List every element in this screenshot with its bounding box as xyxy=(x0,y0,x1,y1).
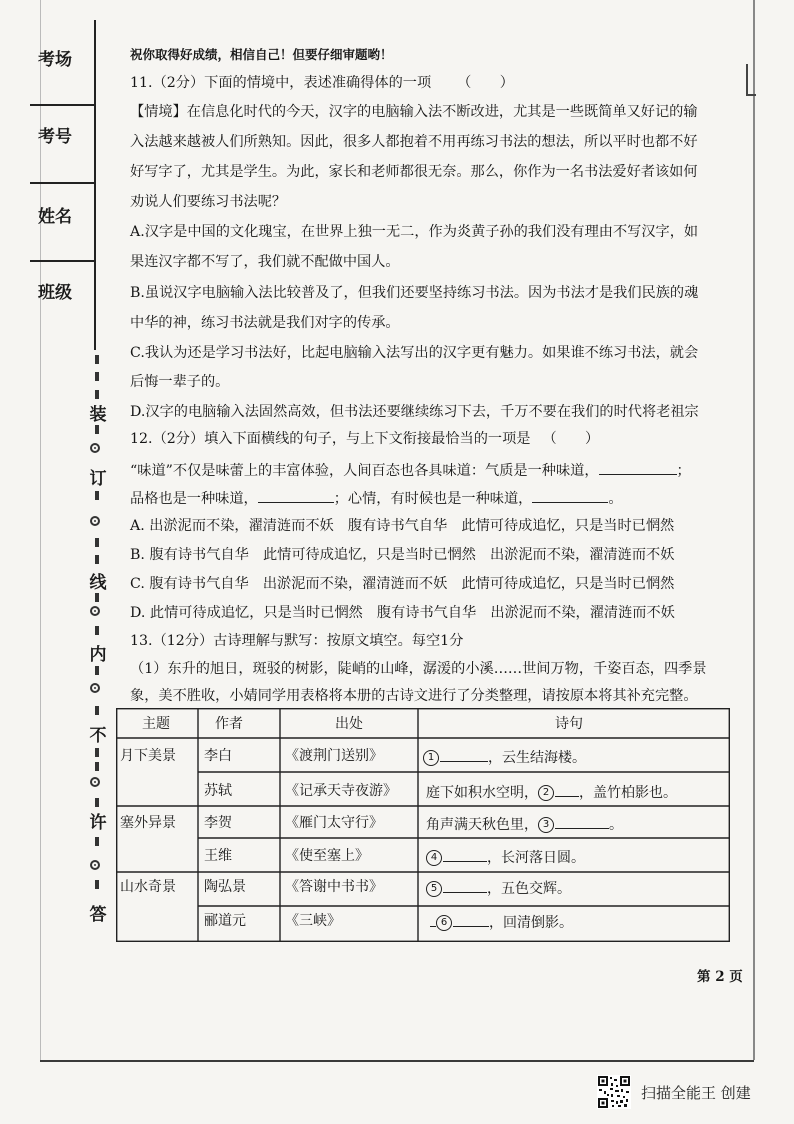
q13-sub1-line-1: （1）东升的旭日，斑驳的树影，陡峭的山峰，潺湲的小溪……世间万物，千姿百态，四季景 xyxy=(130,661,707,677)
table-row-source: 《三峡》 xyxy=(285,913,341,929)
blank-number-badge: 3 xyxy=(538,817,554,833)
verse-before-text: 角声满天秋色里， xyxy=(426,817,538,833)
binding-dash xyxy=(95,538,99,547)
label-exam-room: 考场 xyxy=(38,50,72,70)
table-theme-frontier: 塞外异景 xyxy=(120,815,176,831)
page-bottom-edge xyxy=(40,1060,754,1062)
verse-after-text: ，云生结海楼。 xyxy=(488,750,586,766)
right-margin-mark-tick xyxy=(746,94,756,96)
q11-answer-paren: （ ） xyxy=(457,75,514,91)
q12-text-line-1 xyxy=(130,460,691,480)
q11-stem: 11.（2分）下面的情境中，表述准确得体的一项 xyxy=(130,75,432,91)
page-number: 第 2 页 xyxy=(697,969,743,985)
blank-number-badge: 4 xyxy=(426,850,442,866)
q11-option-a-line-2: 果连汉字都不写了，我们就不配做中国人。 xyxy=(130,254,400,270)
q13-stem: 13.（12分）古诗理解与默写：按原文填空。每空1分 xyxy=(130,633,464,649)
binding-dash xyxy=(95,626,99,635)
binding-dash xyxy=(95,491,99,500)
binding-dash xyxy=(95,748,99,757)
verse-after-text: ，回清倒影。 xyxy=(489,915,573,931)
binding-char-zhuang: 装 xyxy=(89,405,107,425)
blank-number-badge: 6 xyxy=(436,915,452,931)
verse-after-text: ，五色交辉。 xyxy=(487,881,571,897)
q11-context-line-3: 好写字了，尤其是学生。为此，家长和老师都很无奈。那么，你作为一名书法爱好者该如何 xyxy=(130,164,698,180)
binding-line xyxy=(80,350,114,950)
table-row-verse xyxy=(426,847,585,867)
binding-char-ding: 订 xyxy=(89,469,107,489)
binding-char-xu: 许 xyxy=(89,813,107,833)
q11-context-text: 在信息化时代的今天，汉字的电脑输入法不断改进，尤其是一些既简单又好记的输 xyxy=(186,104,698,120)
binding-dash xyxy=(95,355,99,364)
q11-option-c-line-1: C.我认为还是学习书法好，比起电脑输入法写出的汉字更有魅力。如果谁不练习书法，就会 xyxy=(130,345,699,361)
verse-after-text: ，盖竹柏影也。 xyxy=(579,785,677,801)
q12-blank-1[interactable] xyxy=(599,460,677,475)
binding-char-xian: 线 xyxy=(89,573,107,593)
binding-dash xyxy=(95,706,99,715)
q11-option-b-line-1: B.虽说汉字电脑输入法比较普及了，但我们还要坚持练习书法。因为书法才是我们民族的魂 xyxy=(130,285,699,301)
q12-text-2b: ；心情，有时候也是一种味道， xyxy=(333,491,533,507)
table-row-author: 陶弘景 xyxy=(204,879,246,895)
q12-stem: 12.（2分）填入下面横线的句子，与上下文衔接最恰当的一项是 xyxy=(130,431,531,447)
blank-number-badge: 1 xyxy=(423,750,439,766)
binding-dash xyxy=(95,762,99,771)
verse-blank-2[interactable] xyxy=(555,782,579,797)
q12-text-1: “味道”不仅是味蕾上的丰富体验，人间百态也各具味道：气质是一种味道， xyxy=(130,463,599,479)
table-theme-moonlight: 月下美景 xyxy=(120,748,176,764)
binding-char-bu: 不 xyxy=(89,726,107,746)
binding-dash xyxy=(95,593,99,602)
table-row-author: 苏轼 xyxy=(204,783,232,799)
q12-blank-2[interactable] xyxy=(258,488,334,503)
binding-dash xyxy=(95,372,99,381)
table-theme-landscape: 山水奇景 xyxy=(120,879,176,895)
table-row-author: 郦道元 xyxy=(204,913,246,929)
binding-dash xyxy=(95,837,99,846)
verse-blank-6[interactable] xyxy=(453,912,489,927)
q12-text-1-end: ； xyxy=(676,463,691,479)
binding-circle xyxy=(90,860,100,870)
table-row-author: 李白 xyxy=(204,748,232,764)
page-right-edge xyxy=(753,0,755,1060)
binding-circle xyxy=(90,516,100,526)
binding-char-nei: 内 xyxy=(89,645,107,665)
table-row-source: 《答谢中书书》 xyxy=(285,879,383,895)
table-row-verse xyxy=(426,782,677,802)
q12-blank-3[interactable] xyxy=(532,488,608,503)
q13-sub1-line-2: 象，美不胜收，小婧同学用表格将本册的古诗文进行了分类整理，请按原本将其补充完整。 xyxy=(130,688,698,704)
blank-number-badge: 2 xyxy=(538,785,554,801)
table-row-source: 《渡荆门送别》 xyxy=(285,748,383,764)
verse-after-text: ，长河落日圆。 xyxy=(487,850,585,866)
q12-option-a: A. 出淤泥而不染，濯清涟而不妖 腹有诗书气自华 此情可待成追忆，只是当时已惘然 xyxy=(130,518,675,534)
table-header-source: 出处 xyxy=(335,716,363,732)
verse-blank-5[interactable] xyxy=(443,878,487,893)
table-header-verse: 诗句 xyxy=(555,716,583,732)
verse-after-text: 。 xyxy=(609,817,623,833)
binding-circle xyxy=(90,777,100,787)
binding-char-da: 答 xyxy=(89,905,107,925)
qr-code-icon xyxy=(597,1075,631,1109)
q12-option-b: B. 腹有诗书气自华 此情可待成追忆，只是当时已惘然 出淤泥而不染，濯清涟而不妖 xyxy=(130,547,675,563)
right-margin-mark xyxy=(746,64,748,96)
blank-number-badge: 5 xyxy=(426,881,442,897)
q12-text-line-2 xyxy=(130,488,623,508)
table-row-author: 王维 xyxy=(204,848,232,864)
verse-blank-6-lead[interactable] xyxy=(430,912,436,927)
q11-context-line-1 xyxy=(130,103,698,121)
binding-dash xyxy=(95,425,99,434)
table-header-theme: 主题 xyxy=(142,716,170,732)
label-exam-number: 考号 xyxy=(38,127,72,147)
q12-option-c: C. 腹有诗书气自华 出淤泥而不染，濯清涟而不妖 此情可待成追忆，只是当时已惘然 xyxy=(130,576,675,592)
table-row-verse xyxy=(430,912,573,932)
q12-answer-paren: （ ） xyxy=(542,431,600,447)
verse-before-text: 庭下如积水空明， xyxy=(426,785,538,801)
binding-dash xyxy=(95,880,99,889)
q11-stem-line xyxy=(130,74,514,92)
q11-context-line-4: 劝说人们要练习书法呢？ xyxy=(130,194,287,210)
q12-stem-line xyxy=(130,430,599,448)
binding-circle xyxy=(90,443,100,453)
q12-text-2a: 品格也是一种味道， xyxy=(130,491,258,507)
label-name: 姓名 xyxy=(38,207,72,227)
scanner-watermark: 扫描全能王 创建 xyxy=(641,1084,751,1102)
verse-blank-1[interactable] xyxy=(440,747,488,762)
q11-context-line-2: 入法越来越被人们所熟知。因此，很多人都抱着不用再练习书法的想法，所以平时也都不好 xyxy=(130,134,698,150)
q11-context-tag: 【情境】 xyxy=(130,104,187,120)
binding-dash xyxy=(95,390,99,399)
q11-option-a-line-1: A.汉字是中国的文化瑰宝，在世界上独一无二，作为炎黄子孙的我们没有理由不写汉字，如 xyxy=(130,224,699,240)
table-row-source: 《使至塞上》 xyxy=(285,848,369,864)
q11-option-b-line-2: 中华的神，练习书法就是我们对字的传承。 xyxy=(130,315,400,331)
q11-option-c-line-2: 后悔一辈子的。 xyxy=(130,374,230,390)
verse-blank-3[interactable] xyxy=(555,814,609,829)
header-note: 祝你取得好成绩，相信自己！但要仔细审题哟！ xyxy=(130,47,393,62)
table-row-verse xyxy=(426,878,571,898)
q12-option-d: D. 此情可待成追忆，只是当时已惘然 腹有诗书气自华 出淤泥而不染，濯清涟而不妖 xyxy=(130,605,675,621)
label-class: 班级 xyxy=(38,283,72,303)
table-row-verse xyxy=(423,747,586,767)
binding-dash xyxy=(95,798,99,807)
table-row-source: 《雁门太守行》 xyxy=(285,815,383,831)
binding-dash xyxy=(95,666,99,675)
binding-circle xyxy=(90,683,100,693)
student-info-box xyxy=(30,20,96,350)
binding-dash xyxy=(95,555,99,564)
q12-text-2-end: 。 xyxy=(608,491,623,507)
table-row-author: 李贺 xyxy=(204,815,232,831)
binding-circle xyxy=(90,606,100,616)
info-row-class xyxy=(30,260,94,348)
table-row-verse xyxy=(426,814,623,834)
q11-option-d-line-1: D.汉字的电脑输入法固然高效，但书法还要继续练习下去，千万不要在我们的时代将老祖宗 xyxy=(130,404,699,420)
table-header-author: 作者 xyxy=(215,716,243,732)
verse-blank-4[interactable] xyxy=(443,847,487,862)
table-row-source: 《记承天寺夜游》 xyxy=(285,783,397,799)
